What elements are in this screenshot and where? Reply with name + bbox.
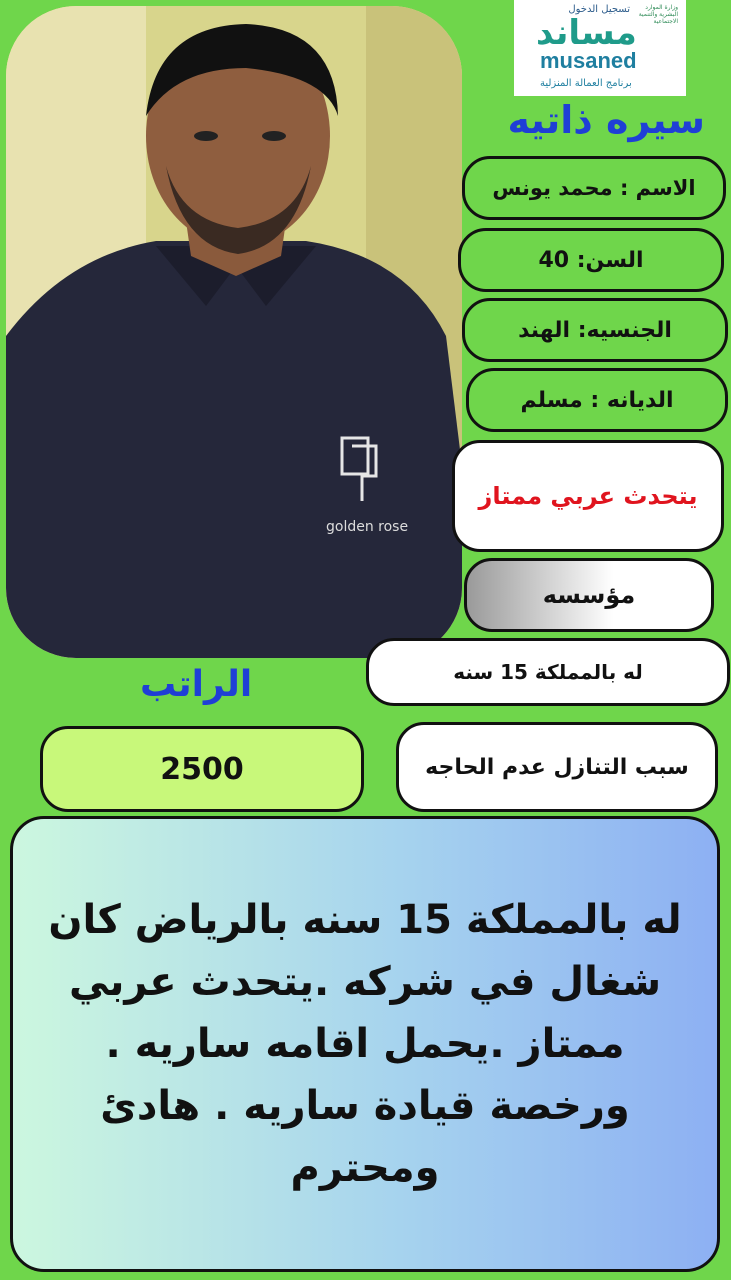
salary-label: الراتب xyxy=(140,664,253,705)
logo-english-name: musaned xyxy=(540,48,637,73)
svg-text:golden rose: golden rose xyxy=(326,519,409,535)
employer-type-field: مؤسسه xyxy=(464,558,714,632)
profile-photo xyxy=(6,6,462,658)
description-box xyxy=(10,816,720,1272)
person-photo-image xyxy=(6,6,462,658)
salary-value: 2500 xyxy=(40,726,364,812)
arabic-level-field: يتحدث عربي ممتاز xyxy=(452,440,724,552)
name-field: الاسم : محمد يونس xyxy=(462,156,726,220)
ministry-logo: وزارة الموارد البشرية والتنمية الاجتماعية xyxy=(638,4,678,25)
page-title: سيره ذاتيه xyxy=(507,98,705,142)
religion-field: الديانه : مسلم xyxy=(466,368,728,432)
nationality-field: الجنسيه: الهند xyxy=(462,298,728,362)
login-text[interactable]: تسجيل الدخول xyxy=(568,4,630,15)
age-field: السن: 40 xyxy=(458,228,724,292)
logo-arabic-name: مساند xyxy=(536,13,637,53)
transfer-reason-field: سبب التنازل عدم الحاجه xyxy=(396,722,718,812)
logo-program-text: برنامج العمالة المنزلية xyxy=(540,78,632,89)
musaned-logo xyxy=(514,0,686,96)
kingdom-years-field: له بالمملكة 15 سنه xyxy=(366,638,730,706)
description-text: له بالمملكة 15 سنه بالرياض كان شغال في شركه .يتحدث عربي ممتاز .يحمل اقامه ساريه . ورخصة قيادة ساريه . هادئ ومحترم xyxy=(48,897,682,1191)
